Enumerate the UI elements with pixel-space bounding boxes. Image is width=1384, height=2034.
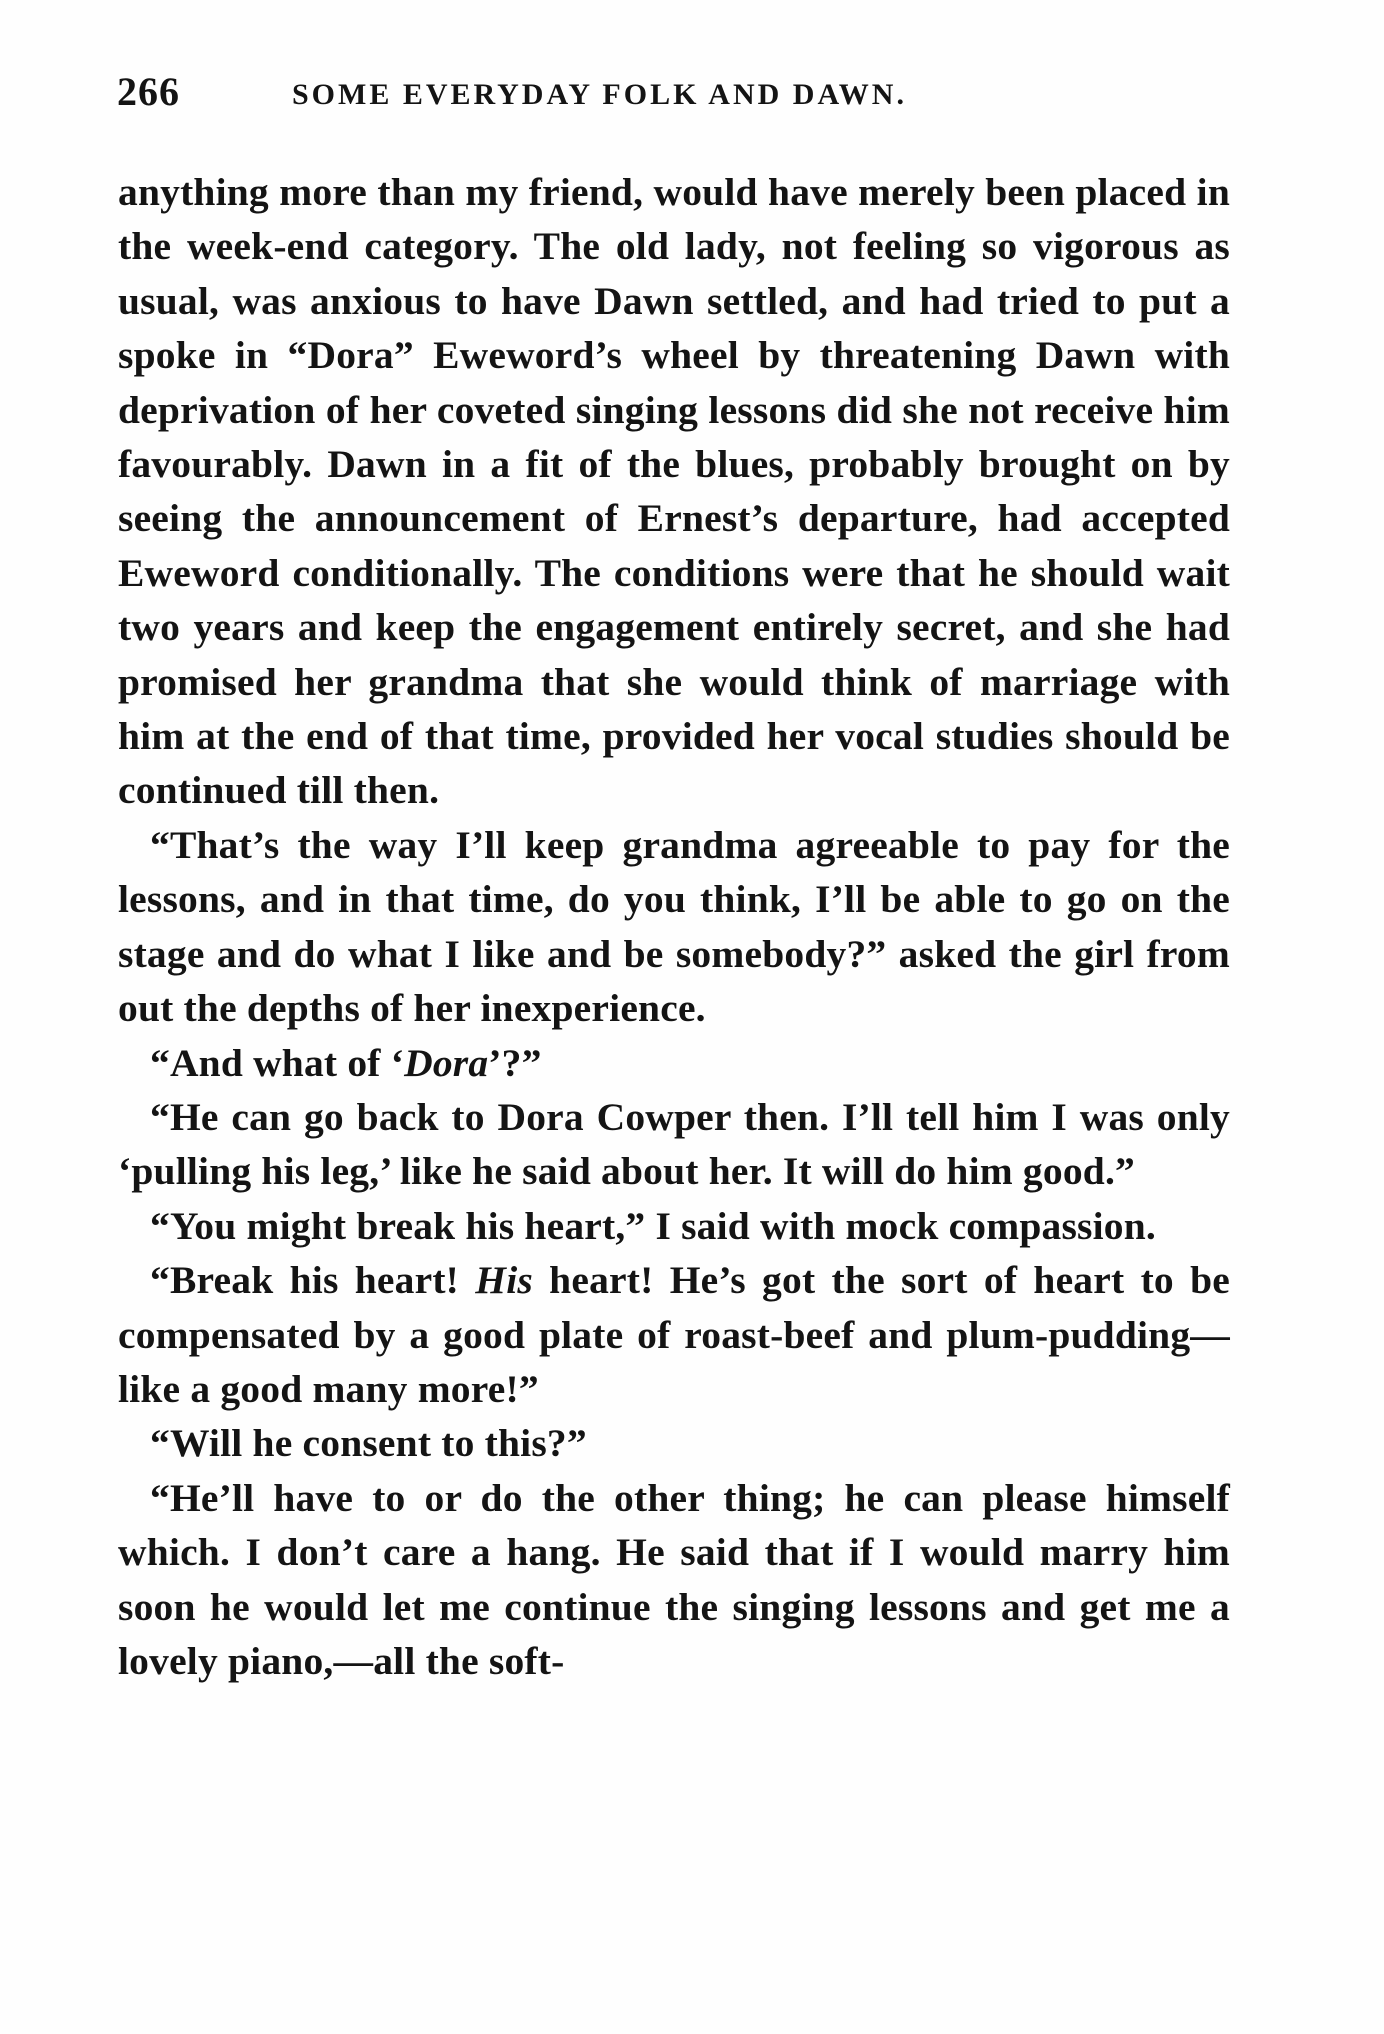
paragraph [118, 1036, 1230, 1090]
italic-text: Dora [404, 1040, 489, 1085]
paragraph-text: “He can go back to Dora Cowper then. I’ll tell him I was only ‘pulling his leg,’ like he said about her. It will do him good.” [118, 1094, 1230, 1194]
body-text [118, 165, 1230, 1688]
paragraph [118, 1253, 1230, 1416]
paragraph-text: ’?” [488, 1040, 542, 1085]
paragraph-text: anything more than my friend, would have merely been placed in the week-end category. The old lady, not feeling so vigorous as usual, was anxious to have Dawn settled, and had tried to put a spoke in “Dora” Eweword’s wheel by threatening Dawn with deprivation of her coveted singing lessons did she not receive him favourably. Dawn in a fit of the blues, probably brought on by seeing the announcement of Ernest’s departure, had accepted Eweword conditionally. The conditions were that he should wait two years and keep the engagement entirely secret, and she had promised her grandma that she would think of marriage with him at the end of that time, provided her vocal studies should be continued till then. [118, 170, 1230, 813]
paragraph [118, 1090, 1230, 1199]
italic-text: His [475, 1258, 533, 1303]
paragraph-text: “Will he consent to this?” [150, 1421, 587, 1466]
paragraph [118, 818, 1230, 1036]
running-title: SOME EVERYDAY FOLK AND DAWN. [292, 78, 907, 111]
paragraph [118, 1199, 1230, 1253]
page-number: 266 [117, 69, 180, 114]
paragraph [118, 1471, 1230, 1689]
paragraph-text: heart! He’s got the sort of heart to be compensated by a good plate of roast-beef and plum-pudding—like a good many more!” [118, 1258, 1231, 1411]
paragraph-text: “And what of ‘ [150, 1040, 405, 1085]
paragraph-text: “He’ll have to or do the other thing; he can please himself which. I don’t care a hang. He said that if I would marry him soon he would let me continue the singing lessons and get me a lovely piano,—all the soft- [118, 1475, 1230, 1683]
paragraph [118, 1416, 1230, 1470]
paragraph-text: “Break his heart! [150, 1258, 476, 1303]
paragraph-text: “You might break his heart,” I said with mock compassion. [150, 1203, 1156, 1248]
page-header [117, 62, 1237, 122]
paragraph [118, 165, 1230, 818]
paragraph-text: “That’s the way I’ll keep grandma agreeable to pay for the lessons, and in that time, do you think, I’ll be able to go on the stage and do what I like and be somebody?” asked the girl from out the depths of her inexperience. [118, 822, 1230, 1031]
